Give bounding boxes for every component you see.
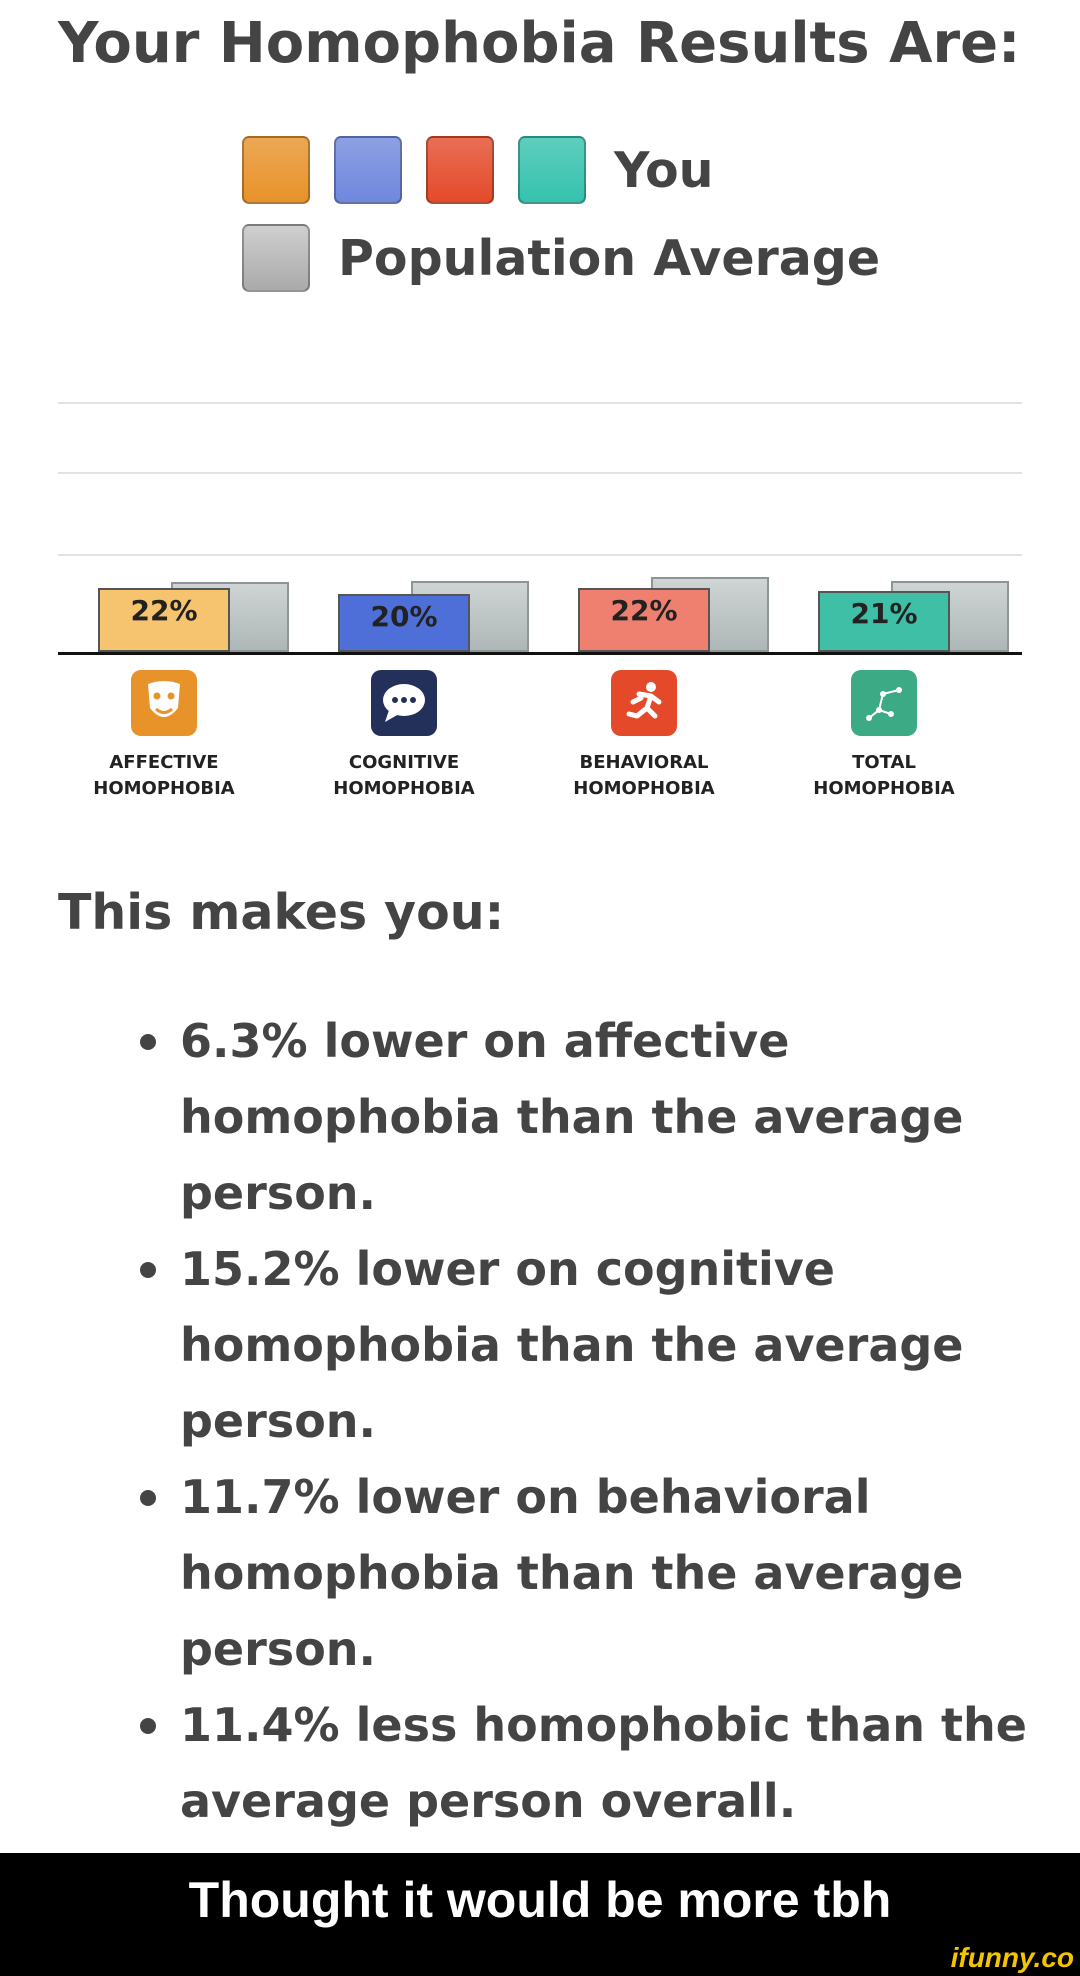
bar-value-label: 20% (370, 600, 438, 633)
bar-value-label: 21% (850, 597, 918, 630)
caption-text: Thought it would be more tbh (188, 1872, 892, 1928)
gridline (58, 554, 1022, 556)
legend-swatch-red (426, 136, 494, 204)
category-3 (524, 670, 764, 802)
list-item: 11.7% lower on behavioral homophobia than the average person. (180, 1459, 1060, 1687)
category-label (764, 750, 1004, 802)
legend-population-label: Population Average (338, 229, 881, 287)
category-label-line: HOMOPHOBIA (573, 778, 715, 799)
bar-you (578, 588, 710, 652)
bar-you (98, 588, 230, 652)
summary-heading: This makes you: (58, 884, 505, 941)
bar-value-label: 22% (610, 594, 678, 627)
list-item: 15.2% lower on cognitive homophobia than the average person. (180, 1231, 1060, 1459)
legend-swatch-blue (334, 136, 402, 204)
category-label-line: HOMOPHOBIA (813, 778, 955, 799)
category-label (284, 750, 524, 802)
category-label-line: COGNITIVE (348, 752, 460, 773)
watermark: ifunny.co (950, 1942, 1074, 1973)
speech-bubble-icon (371, 670, 437, 736)
category-label-line: HOMOPHOBIA (93, 778, 235, 799)
legend-you-label: You (614, 141, 714, 199)
list-item: 6.3% lower on affective homophobia than the average person. (180, 1003, 1060, 1231)
x-axis-baseline (58, 652, 1022, 655)
legend-population-row (242, 224, 880, 292)
drama-mask-icon (131, 670, 197, 736)
bar-you (818, 591, 950, 652)
category-label-line: HOMOPHOBIA (333, 778, 475, 799)
bar-value-label: 22% (130, 594, 198, 627)
page-title: Your Homophobia Results Are: (58, 11, 1021, 76)
summary-list (180, 1003, 1060, 1839)
bar-you (338, 594, 470, 652)
category-4 (764, 670, 1004, 802)
gridline (58, 402, 1022, 404)
category-2 (284, 670, 524, 802)
constellation-icon (851, 670, 917, 736)
category-1 (44, 670, 284, 802)
legend-swatch-orange (242, 136, 310, 204)
category-label-line: TOTAL (852, 752, 916, 773)
legend-swatch-gray (242, 224, 310, 292)
caption-band (0, 1853, 1080, 1976)
legend-you-row (242, 136, 714, 204)
running-person-icon (611, 670, 677, 736)
gridline (58, 472, 1022, 474)
category-label (44, 750, 284, 802)
legend-swatch-teal (518, 136, 586, 204)
category-label-line: AFFECTIVE (109, 752, 219, 773)
category-label-line: BEHAVIORAL (579, 752, 709, 773)
category-label (524, 750, 764, 802)
list-item: 11.4% less homophobic than the average person overall. (180, 1687, 1060, 1839)
